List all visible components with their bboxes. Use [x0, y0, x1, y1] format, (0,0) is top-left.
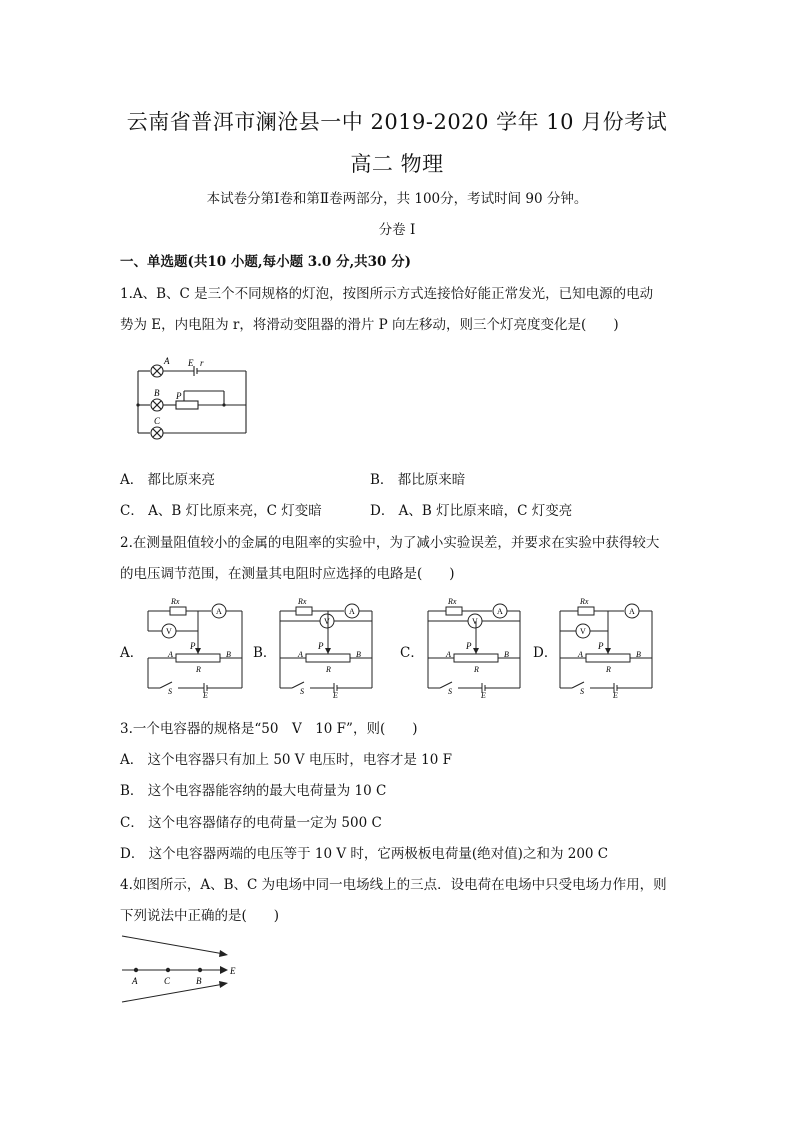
fig-label: R	[474, 665, 479, 674]
q2-circuit-c	[420, 595, 532, 698]
q1-text-line1: 1.A、B、C 是三个不同规格的灯泡，按图所示方式连接恰好能正常发光，已知电源的电动	[120, 286, 654, 302]
fig-label: A	[164, 356, 170, 366]
fig-label: E	[230, 966, 236, 976]
fig-label: A	[349, 607, 355, 616]
fig-label: C	[164, 976, 171, 986]
fig-label: S	[168, 687, 172, 696]
q3-option-d: D． 这个电容器两端的电压等于 10 V 时，它两极板电荷量(绝对值)之和为 200 C	[120, 846, 609, 862]
fig-label: B	[504, 650, 509, 659]
fig-label: V	[472, 617, 478, 626]
q3-option-a: A． 这个电容器只有加上 50 V 电压时，电容才是 10 F	[120, 752, 452, 768]
q3-option-c: C． 这个电容器储存的电荷量一定为 500 C	[120, 815, 382, 831]
q3-option-b: B． 这个电容器能容纳的最大电荷量为 10 C	[120, 783, 387, 799]
fig-label: S	[580, 687, 584, 696]
fig-label: B	[196, 976, 202, 986]
q4-field-line-diagram	[118, 928, 242, 1008]
exam-info: 本试卷分第Ⅰ卷和第Ⅱ卷两部分，共 100分，考试时间 90 分钟。	[206, 191, 588, 207]
fig-label: A	[168, 650, 173, 659]
fig-label: A	[629, 607, 635, 616]
q2-circuit-d	[552, 595, 664, 698]
fig-label: E	[188, 358, 194, 368]
q4-text-line1: 4.如图所示，A、B、C 为电场中同一电场线上的三点．设电荷在电场中只受电场力作用，则	[120, 877, 667, 893]
fig-label: E	[333, 691, 338, 698]
fig-label: V	[324, 617, 330, 626]
page-subtitle: 高二 物理	[350, 152, 444, 176]
fig-label: B	[154, 388, 160, 398]
q3-text-line1: 3.一个电容器的规格是“50 V 10 F”，则( )	[120, 721, 418, 737]
q2-option-d-label: D．	[533, 645, 558, 661]
fig-label: Rx	[171, 597, 180, 606]
fig-label: E	[613, 691, 618, 698]
q1-option-a: A． 都比原来亮	[120, 472, 216, 488]
section-title: 一、单选题(共10 小题,每小题 3.0 分,共30 分)	[120, 254, 412, 270]
q1-option-b: B． 都比原来暗	[370, 472, 466, 488]
q4-text-line2: 下列说法中正确的是( )	[120, 908, 280, 924]
q2-text-line1: 2.在测量阻值较小的金属的电阻率的实验中，为了减小实验误差，并要求在实验中获得较大	[120, 535, 660, 551]
q1-text-line2: 势为 E，内电阻为 r，将滑动变阻器的滑片 P 向左移动，则三个灯亮度变化是( )	[120, 317, 619, 333]
q2-circuit-b	[272, 595, 384, 698]
fig-label: Rx	[298, 597, 307, 606]
fig-label: A	[298, 650, 303, 659]
fig-label: V	[580, 627, 586, 636]
fig-label: S	[300, 687, 304, 696]
fig-label: P	[190, 641, 196, 651]
fig-label: A	[132, 976, 138, 986]
fig-label: B	[636, 650, 641, 659]
fig-label: P	[466, 641, 472, 651]
fig-label: Rx	[580, 597, 589, 606]
q2-option-c-label: C．	[400, 645, 424, 661]
fig-label: B	[226, 650, 231, 659]
fig-label: R	[196, 665, 201, 674]
q1-circuit-diagram	[128, 355, 256, 443]
q2-circuit-a	[142, 595, 254, 698]
fig-label: P	[318, 641, 324, 651]
fig-label: S	[448, 687, 452, 696]
part-label: 分卷 I	[378, 222, 416, 238]
fig-label: R	[326, 665, 331, 674]
fig-label: C	[154, 416, 161, 426]
fig-label: A	[216, 607, 222, 616]
page-title: 云南省普洱市澜沧县一中 2019-2020 学年 10 月份考试	[126, 110, 668, 134]
fig-label: E	[203, 691, 208, 698]
q1-option-d: D． A、B 灯比原来暗，C 灯变亮	[370, 503, 573, 519]
fig-label: Rx	[448, 597, 457, 606]
fig-label: A	[578, 650, 583, 659]
fig-label: V	[166, 627, 172, 636]
fig-label: E	[481, 691, 486, 698]
fig-label: P	[176, 391, 182, 401]
fig-label: R	[606, 665, 611, 674]
q1-option-c: C． A、B 灯比原来亮，C 灯变暗	[120, 503, 322, 519]
fig-label: P	[598, 641, 604, 651]
fig-label: r	[200, 358, 204, 368]
fig-label: A	[446, 650, 451, 659]
q2-option-a-label: A．	[120, 645, 144, 661]
q2-text-line2: 的电压调节范围，在测量其电阻时应选择的电路是( )	[120, 566, 455, 582]
fig-label: B	[356, 650, 361, 659]
q2-option-b-label: B．	[253, 645, 277, 661]
fig-label: A	[497, 607, 503, 616]
